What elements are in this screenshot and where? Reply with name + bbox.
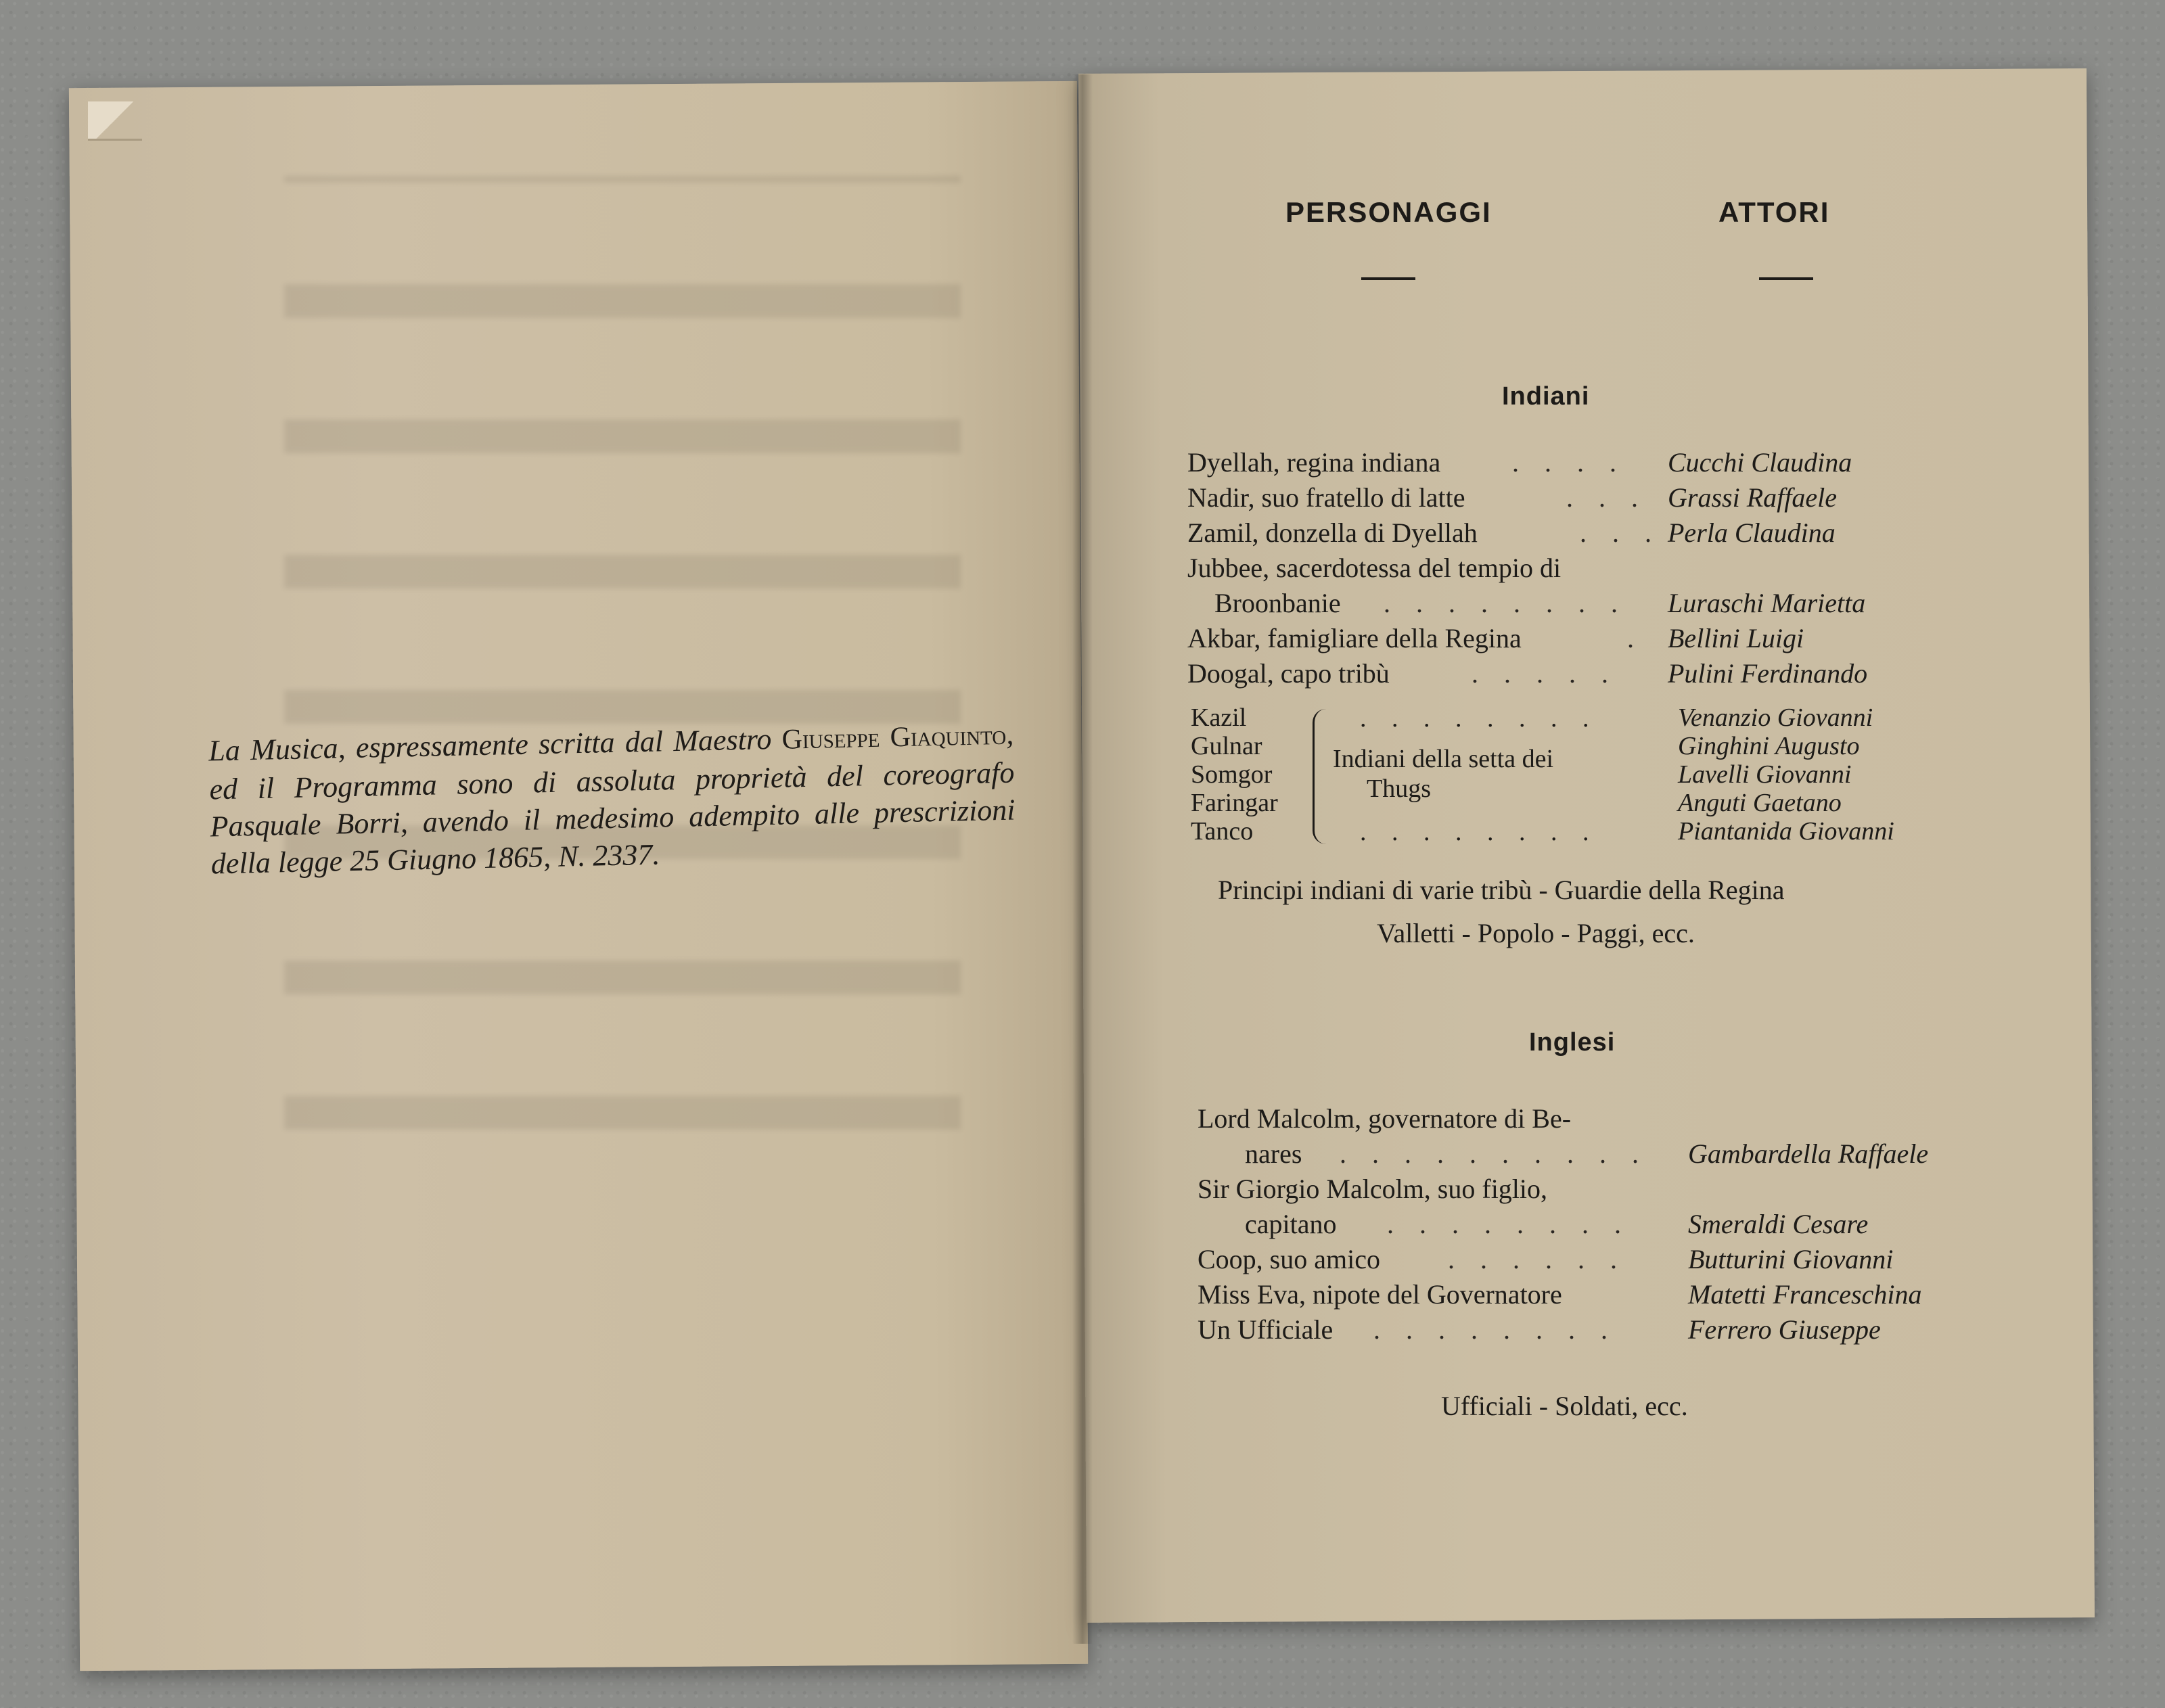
role-name: Miss Eva, nipote del Governatore xyxy=(1198,1279,1562,1310)
role-name: Dyellah, regina indiana xyxy=(1187,447,1441,478)
cast-row xyxy=(1198,1173,1989,1208)
actor-name: Grassi Raffaele xyxy=(1668,482,1837,513)
notice-part1: La Musica, espressamente scritta dal Maestro xyxy=(208,722,783,768)
leader-dots: . . . . . . . . xyxy=(1360,818,1599,846)
thug-name: Gulnar xyxy=(1191,732,1262,760)
thugs-group xyxy=(1191,703,1982,846)
actor-name: Matetti Franceschina xyxy=(1688,1279,1922,1310)
actor-name: Luraschi Marietta xyxy=(1668,588,1866,618)
copyright-notice xyxy=(208,716,1016,883)
actor-name: Anguti Gaetano xyxy=(1678,789,1842,817)
cast-row xyxy=(1198,1314,1989,1349)
cast-row xyxy=(1198,1278,1989,1314)
cast-row xyxy=(1187,657,1979,693)
leader-dots: . . . . . xyxy=(1472,658,1618,689)
role-name: Akbar, famigliare della Regina xyxy=(1187,623,1522,653)
actor-name: Lavelli Giovanni xyxy=(1678,760,1852,789)
grouping-brace xyxy=(1313,709,1331,844)
indiani-extras-line2: Valletti - Popolo - Paggi, ecc. xyxy=(1377,918,1695,948)
leader-dots: . . . . . . xyxy=(1448,1244,1626,1274)
cast-row xyxy=(1198,1243,1989,1278)
thugs-label-line2: Thugs xyxy=(1367,775,1431,803)
actor-name: Pulini Ferdinando xyxy=(1668,658,1868,689)
actor-name: Smeraldi Cesare xyxy=(1688,1209,1869,1239)
role-name: Nadir, suo fratello di latte xyxy=(1187,482,1465,513)
leader-dots: . . . . xyxy=(1512,447,1626,478)
leader-dots: . . . . . . . . xyxy=(1387,1209,1631,1239)
actor-name: Bellini Luigi xyxy=(1668,623,1804,653)
composer-last-name: Giaquinto xyxy=(890,719,1007,754)
role-name: Coop, suo amico xyxy=(1198,1244,1380,1274)
leader-dots: . . . . . . . . xyxy=(1373,1314,1617,1345)
role-name: nares xyxy=(1245,1138,1302,1169)
actor-name: Ginghini Augusto xyxy=(1678,732,1860,760)
header-personaggi: PERSONAGGI xyxy=(1285,196,1492,228)
thugs-description xyxy=(1333,744,1553,804)
thugs-actor-list xyxy=(1678,703,1894,846)
role-name: Doogal, capo tribù xyxy=(1187,658,1390,689)
actor-name: Perla Claudina xyxy=(1668,517,1836,548)
role-name: capitano xyxy=(1245,1209,1337,1239)
cast-row xyxy=(1187,482,1979,517)
role-name: Jubbee, sacerdotessa del tempio di xyxy=(1187,553,1562,583)
cast-row xyxy=(1198,1103,1989,1138)
actor-name: Butturini Giovanni xyxy=(1688,1244,1894,1274)
leader-dots: . . . . . . . . xyxy=(1384,588,1627,618)
actor-name: Gambardella Raffaele xyxy=(1688,1138,1929,1169)
section-title-inglesi: Inglesi xyxy=(1529,1028,1616,1057)
folded-corner xyxy=(88,101,142,141)
notice-part2: , ed il Programma sono di assoluta proprietà del coreografo Pasquale Borri, avendo il medesimo adempito alle prescrizioni della legge 25 Giugno 1865, N. 2337. xyxy=(209,717,1016,881)
cast-row xyxy=(1187,446,1979,482)
header-rule-right xyxy=(1759,277,1813,280)
cast-row xyxy=(1187,622,1979,657)
cast-row xyxy=(1198,1208,1989,1243)
composer-first-name: Giuseppe xyxy=(781,722,880,756)
section-title-indiani: Indiani xyxy=(1502,382,1590,411)
thug-name: Somgor xyxy=(1191,760,1273,789)
actor-name: Cucchi Claudina xyxy=(1668,447,1852,478)
role-name: Broonbanie xyxy=(1214,588,1341,618)
thug-name: Faringar xyxy=(1191,789,1278,817)
leader-dots: . . . . . . . . xyxy=(1360,704,1599,733)
header-attori: ATTORI xyxy=(1718,196,1830,228)
cast-row xyxy=(1198,1138,1989,1173)
leader-dots: . xyxy=(1627,623,1643,653)
indiani-extras-line1: Principi indiani di varie tribù - Guardie della Regina xyxy=(1218,875,1785,905)
bleed-through-text xyxy=(284,176,961,1191)
cast-row xyxy=(1187,517,1979,552)
thug-name: Tanco xyxy=(1191,817,1254,846)
header-rule-left xyxy=(1361,277,1415,280)
actor-name: Venanzio Giovanni xyxy=(1678,703,1873,732)
thug-name: Kazil xyxy=(1191,703,1247,732)
actor-name: Ferrero Giuseppe xyxy=(1688,1314,1881,1345)
role-name: Un Ufficiale xyxy=(1198,1314,1334,1345)
leader-dots: . . . xyxy=(1580,517,1661,548)
actor-name: Piantanida Giovanni xyxy=(1678,817,1894,846)
leader-dots: . . . . . . . . . . xyxy=(1340,1138,1648,1169)
role-name: Sir Giorgio Malcolm, suo figlio, xyxy=(1198,1174,1548,1204)
cast-row xyxy=(1187,587,1979,622)
inglesi-extras: Ufficiali - Soldati, ecc. xyxy=(1441,1391,1688,1421)
role-name: Lord Malcolm, governatore di Be- xyxy=(1198,1103,1572,1134)
leader-dots: . . . xyxy=(1566,482,1647,513)
role-name: Zamil, donzella di Dyellah xyxy=(1187,517,1478,548)
thugs-character-list xyxy=(1191,703,1278,846)
book-spine xyxy=(1072,74,1093,1644)
thugs-label-line1: Indiani della setta dei xyxy=(1333,745,1554,773)
cast-row xyxy=(1187,552,1979,587)
